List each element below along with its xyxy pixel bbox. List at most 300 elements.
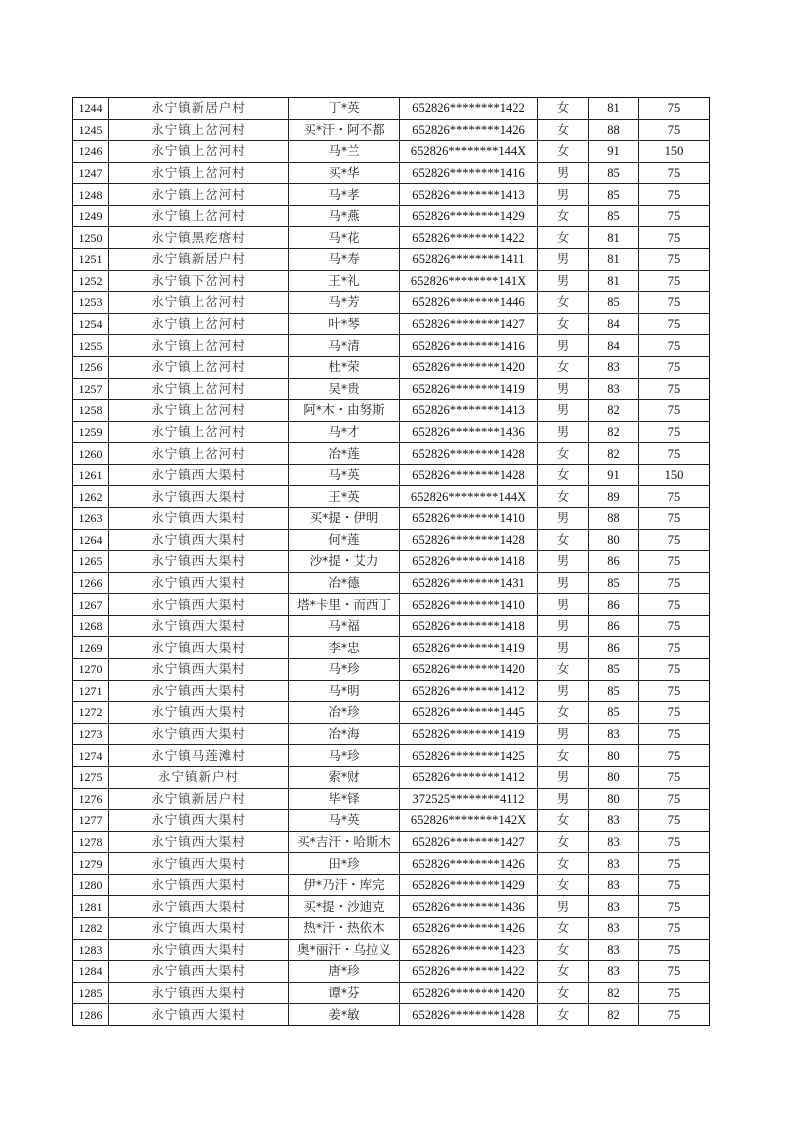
amount-cell: 75 — [639, 874, 710, 896]
amount-cell: 75 — [639, 637, 710, 659]
gender-cell: 女 — [538, 702, 589, 724]
gender-cell: 男 — [538, 335, 589, 357]
row-number: 1269 — [73, 637, 109, 659]
age-cell: 91 — [589, 141, 639, 163]
id-number-cell: 652826********1420 — [400, 659, 538, 681]
row-number: 1274 — [73, 745, 109, 767]
table-row — [73, 205, 710, 227]
row-number: 1254 — [73, 313, 109, 335]
table-row — [73, 335, 710, 357]
row-number: 1247 — [73, 162, 109, 184]
gender-cell: 女 — [538, 917, 589, 939]
table-row — [73, 896, 710, 918]
gender-cell: 男 — [538, 378, 589, 400]
name-cell: 热*汗・热依木 — [289, 917, 400, 939]
name-cell: 何*莲 — [289, 529, 400, 551]
amount-cell: 75 — [639, 766, 710, 788]
age-cell: 83 — [589, 896, 639, 918]
gender-cell: 男 — [538, 162, 589, 184]
name-cell: 伊*乃汗・库完 — [289, 874, 400, 896]
id-number-cell: 652826********1419 — [400, 637, 538, 659]
amount-cell: 75 — [639, 702, 710, 724]
amount-cell: 75 — [639, 831, 710, 853]
row-number: 1284 — [73, 961, 109, 983]
amount-cell: 75 — [639, 572, 710, 594]
row-number: 1259 — [73, 421, 109, 443]
name-cell: 田*珍 — [289, 853, 400, 875]
name-cell: 马*福 — [289, 615, 400, 637]
id-number-cell: 652826********1413 — [400, 400, 538, 422]
name-cell: 买*吉汗・哈斯木 — [289, 831, 400, 853]
id-number-cell: 652826********1436 — [400, 896, 538, 918]
age-cell: 83 — [589, 378, 639, 400]
roster-table — [72, 97, 710, 1026]
name-cell: 丁*英 — [289, 98, 400, 120]
name-cell: 马*明 — [289, 680, 400, 702]
age-cell: 82 — [589, 421, 639, 443]
id-number-cell: 652826********1422 — [400, 961, 538, 983]
row-number: 1258 — [73, 400, 109, 422]
gender-cell: 男 — [538, 184, 589, 206]
name-cell: 马*珍 — [289, 659, 400, 681]
id-number-cell: 652826********141X — [400, 270, 538, 292]
table-row — [73, 529, 710, 551]
row-number: 1264 — [73, 529, 109, 551]
id-number-cell: 652826********1416 — [400, 335, 538, 357]
table-row — [73, 637, 710, 659]
age-cell: 85 — [589, 702, 639, 724]
gender-cell: 女 — [538, 464, 589, 486]
id-number-cell: 652826********1446 — [400, 292, 538, 314]
name-cell: 李*忠 — [289, 637, 400, 659]
row-number: 1279 — [73, 853, 109, 875]
village-cell: 永宁镇西大渠村 — [109, 680, 289, 702]
row-number: 1252 — [73, 270, 109, 292]
gender-cell: 女 — [538, 119, 589, 141]
row-number: 1266 — [73, 572, 109, 594]
id-number-cell: 652826********1419 — [400, 378, 538, 400]
village-cell: 永宁镇西大渠村 — [109, 853, 289, 875]
gender-cell: 女 — [538, 486, 589, 508]
gender-cell: 男 — [538, 249, 589, 271]
gender-cell: 女 — [538, 745, 589, 767]
id-number-cell: 652826********1410 — [400, 594, 538, 616]
id-number-cell: 652826********1427 — [400, 831, 538, 853]
table-row — [73, 853, 710, 875]
village-cell: 永宁镇西大渠村 — [109, 939, 289, 961]
gender-cell: 女 — [538, 659, 589, 681]
village-cell: 永宁镇上岔河村 — [109, 421, 289, 443]
gender-cell: 女 — [538, 939, 589, 961]
row-number: 1273 — [73, 723, 109, 745]
name-cell: 马*孝 — [289, 184, 400, 206]
table-row — [73, 917, 710, 939]
name-cell: 阿*木・由努斯 — [289, 400, 400, 422]
id-number-cell: 652826********1426 — [400, 119, 538, 141]
amount-cell: 75 — [639, 961, 710, 983]
table-row — [73, 141, 710, 163]
gender-cell: 女 — [538, 982, 589, 1004]
age-cell: 82 — [589, 982, 639, 1004]
name-cell: 杜*荣 — [289, 356, 400, 378]
age-cell: 82 — [589, 1004, 639, 1026]
amount-cell: 75 — [639, 400, 710, 422]
table-row — [73, 594, 710, 616]
gender-cell: 男 — [538, 788, 589, 810]
age-cell: 85 — [589, 205, 639, 227]
age-cell: 84 — [589, 313, 639, 335]
age-cell: 83 — [589, 874, 639, 896]
age-cell: 83 — [589, 723, 639, 745]
amount-cell: 75 — [639, 982, 710, 1004]
age-cell: 86 — [589, 637, 639, 659]
village-cell: 永宁镇新居户村 — [109, 788, 289, 810]
row-number: 1263 — [73, 507, 109, 529]
village-cell: 永宁镇下岔河村 — [109, 270, 289, 292]
id-number-cell: 652826********1428 — [400, 443, 538, 465]
row-number: 1253 — [73, 292, 109, 314]
age-cell: 88 — [589, 507, 639, 529]
age-cell: 80 — [589, 529, 639, 551]
name-cell: 买*提・伊明 — [289, 507, 400, 529]
gender-cell: 男 — [538, 723, 589, 745]
amount-cell: 75 — [639, 529, 710, 551]
village-cell: 永宁镇西大渠村 — [109, 486, 289, 508]
amount-cell: 75 — [639, 659, 710, 681]
gender-cell: 女 — [538, 961, 589, 983]
age-cell: 86 — [589, 551, 639, 573]
amount-cell: 75 — [639, 443, 710, 465]
amount-cell: 75 — [639, 853, 710, 875]
gender-cell: 女 — [538, 205, 589, 227]
amount-cell: 75 — [639, 356, 710, 378]
amount-cell: 75 — [639, 615, 710, 637]
name-cell: 冶*德 — [289, 572, 400, 594]
gender-cell: 男 — [538, 421, 589, 443]
age-cell: 83 — [589, 917, 639, 939]
id-number-cell: 652826********1420 — [400, 982, 538, 1004]
village-cell: 永宁镇上岔河村 — [109, 119, 289, 141]
row-number: 1246 — [73, 141, 109, 163]
gender-cell: 女 — [538, 356, 589, 378]
name-cell: 索*财 — [289, 766, 400, 788]
table-row — [73, 810, 710, 832]
table-row — [73, 615, 710, 637]
gender-cell: 男 — [538, 896, 589, 918]
village-cell: 永宁镇新居户村 — [109, 98, 289, 120]
table-row — [73, 723, 710, 745]
amount-cell: 75 — [639, 745, 710, 767]
name-cell: 唐*珍 — [289, 961, 400, 983]
roster-body — [73, 98, 710, 1026]
name-cell: 奥*丽汗・乌拉义 — [289, 939, 400, 961]
table-row — [73, 421, 710, 443]
name-cell: 马*珍 — [289, 745, 400, 767]
age-cell: 81 — [589, 227, 639, 249]
age-cell: 84 — [589, 335, 639, 357]
table-row — [73, 702, 710, 724]
gender-cell: 女 — [538, 529, 589, 551]
name-cell: 王*英 — [289, 486, 400, 508]
row-number: 1271 — [73, 680, 109, 702]
amount-cell: 75 — [639, 788, 710, 810]
id-number-cell: 652826********1413 — [400, 184, 538, 206]
amount-cell: 75 — [639, 162, 710, 184]
name-cell: 马*清 — [289, 335, 400, 357]
age-cell: 88 — [589, 119, 639, 141]
id-number-cell: 652826********1410 — [400, 507, 538, 529]
village-cell: 永宁镇西大渠村 — [109, 982, 289, 1004]
village-cell: 永宁镇西大渠村 — [109, 659, 289, 681]
row-number: 1250 — [73, 227, 109, 249]
gender-cell: 男 — [538, 572, 589, 594]
table-row — [73, 572, 710, 594]
id-number-cell: 652826********1426 — [400, 853, 538, 875]
id-number-cell: 652826********1412 — [400, 680, 538, 702]
name-cell: 买*华 — [289, 162, 400, 184]
name-cell: 马*芳 — [289, 292, 400, 314]
village-cell: 永宁镇西大渠村 — [109, 723, 289, 745]
age-cell: 83 — [589, 939, 639, 961]
gender-cell: 女 — [538, 98, 589, 120]
amount-cell: 75 — [639, 551, 710, 573]
id-number-cell: 652826********1422 — [400, 227, 538, 249]
age-cell: 85 — [589, 162, 639, 184]
age-cell: 83 — [589, 356, 639, 378]
amount-cell: 75 — [639, 507, 710, 529]
village-cell: 永宁镇西大渠村 — [109, 637, 289, 659]
age-cell: 82 — [589, 443, 639, 465]
row-number: 1278 — [73, 831, 109, 853]
age-cell: 83 — [589, 961, 639, 983]
amount-cell: 75 — [639, 184, 710, 206]
age-cell: 80 — [589, 766, 639, 788]
village-cell: 永宁镇西大渠村 — [109, 961, 289, 983]
village-cell: 永宁镇上岔河村 — [109, 356, 289, 378]
village-cell: 永宁镇西大渠村 — [109, 594, 289, 616]
village-cell: 永宁镇上岔河村 — [109, 184, 289, 206]
amount-cell: 75 — [639, 227, 710, 249]
village-cell: 永宁镇西大渠村 — [109, 464, 289, 486]
id-number-cell: 652826********1418 — [400, 615, 538, 637]
name-cell: 王*礼 — [289, 270, 400, 292]
age-cell: 81 — [589, 98, 639, 120]
age-cell: 83 — [589, 831, 639, 853]
id-number-cell: 652826********144X — [400, 141, 538, 163]
village-cell: 永宁镇上岔河村 — [109, 400, 289, 422]
gender-cell: 女 — [538, 1004, 589, 1026]
name-cell: 马*花 — [289, 227, 400, 249]
name-cell: 毕*铎 — [289, 788, 400, 810]
amount-cell: 75 — [639, 98, 710, 120]
village-cell: 永宁镇上岔河村 — [109, 292, 289, 314]
id-number-cell: 652826********1427 — [400, 313, 538, 335]
village-cell: 永宁镇西大渠村 — [109, 810, 289, 832]
village-cell: 永宁镇新户村 — [109, 766, 289, 788]
id-number-cell: 652826********1418 — [400, 551, 538, 573]
table-row — [73, 119, 710, 141]
gender-cell: 女 — [538, 292, 589, 314]
table-row — [73, 961, 710, 983]
amount-cell: 75 — [639, 249, 710, 271]
row-number: 1261 — [73, 464, 109, 486]
gender-cell: 女 — [538, 831, 589, 853]
table-row — [73, 270, 710, 292]
amount-cell: 75 — [639, 680, 710, 702]
age-cell: 83 — [589, 853, 639, 875]
name-cell: 姜*敏 — [289, 1004, 400, 1026]
row-number: 1280 — [73, 874, 109, 896]
table-row — [73, 507, 710, 529]
table-row — [73, 659, 710, 681]
village-cell: 永宁镇西大渠村 — [109, 529, 289, 551]
row-number: 1285 — [73, 982, 109, 1004]
id-number-cell: 652826********1412 — [400, 766, 538, 788]
id-number-cell: 652826********1428 — [400, 529, 538, 551]
name-cell: 马*英 — [289, 464, 400, 486]
amount-cell: 75 — [639, 335, 710, 357]
village-cell: 永宁镇西大渠村 — [109, 507, 289, 529]
age-cell: 86 — [589, 594, 639, 616]
table-row — [73, 184, 710, 206]
id-number-cell: 652826********144X — [400, 486, 538, 508]
row-number: 1265 — [73, 551, 109, 573]
amount-cell: 150 — [639, 464, 710, 486]
village-cell: 永宁镇西大渠村 — [109, 874, 289, 896]
table-row — [73, 874, 710, 896]
table-row — [73, 227, 710, 249]
row-number: 1248 — [73, 184, 109, 206]
row-number: 1251 — [73, 249, 109, 271]
age-cell: 89 — [589, 486, 639, 508]
village-cell: 永宁镇上岔河村 — [109, 335, 289, 357]
amount-cell: 75 — [639, 896, 710, 918]
age-cell: 81 — [589, 270, 639, 292]
age-cell: 80 — [589, 745, 639, 767]
gender-cell: 男 — [538, 400, 589, 422]
id-number-cell: 652826********1423 — [400, 939, 538, 961]
age-cell: 83 — [589, 810, 639, 832]
table-row — [73, 788, 710, 810]
name-cell: 塔*卡里・而西丁 — [289, 594, 400, 616]
name-cell: 买*汗・阿不都 — [289, 119, 400, 141]
id-number-cell: 652826********142X — [400, 810, 538, 832]
id-number-cell: 652826********1436 — [400, 421, 538, 443]
village-cell: 永宁镇上岔河村 — [109, 141, 289, 163]
row-number: 1257 — [73, 378, 109, 400]
village-cell: 永宁镇西大渠村 — [109, 572, 289, 594]
name-cell: 马*才 — [289, 421, 400, 443]
gender-cell: 女 — [538, 141, 589, 163]
age-cell: 81 — [589, 249, 639, 271]
village-cell: 永宁镇上岔河村 — [109, 205, 289, 227]
row-number: 1262 — [73, 486, 109, 508]
amount-cell: 75 — [639, 810, 710, 832]
table-row — [73, 292, 710, 314]
id-number-cell: 652826********1428 — [400, 1004, 538, 1026]
gender-cell: 女 — [538, 874, 589, 896]
village-cell: 永宁镇黑疙瘩村 — [109, 227, 289, 249]
row-number: 1249 — [73, 205, 109, 227]
gender-cell: 男 — [538, 551, 589, 573]
row-number: 1272 — [73, 702, 109, 724]
amount-cell: 75 — [639, 1004, 710, 1026]
village-cell: 永宁镇西大渠村 — [109, 1004, 289, 1026]
amount-cell: 75 — [639, 939, 710, 961]
gender-cell: 男 — [538, 766, 589, 788]
amount-cell: 75 — [639, 205, 710, 227]
table-row — [73, 551, 710, 573]
row-number: 1244 — [73, 98, 109, 120]
id-number-cell: 652826********1419 — [400, 723, 538, 745]
gender-cell: 男 — [538, 594, 589, 616]
age-cell: 85 — [589, 680, 639, 702]
amount-cell: 150 — [639, 141, 710, 163]
row-number: 1277 — [73, 810, 109, 832]
gender-cell: 女 — [538, 853, 589, 875]
age-cell: 80 — [589, 788, 639, 810]
name-cell: 吴*贵 — [289, 378, 400, 400]
id-number-cell: 652826********1416 — [400, 162, 538, 184]
village-cell: 永宁镇上岔河村 — [109, 313, 289, 335]
name-cell: 马*寿 — [289, 249, 400, 271]
row-number: 1255 — [73, 335, 109, 357]
amount-cell: 75 — [639, 421, 710, 443]
row-number: 1276 — [73, 788, 109, 810]
row-number: 1245 — [73, 119, 109, 141]
gender-cell: 女 — [538, 227, 589, 249]
id-number-cell: 652826********1429 — [400, 874, 538, 896]
gender-cell: 女 — [538, 443, 589, 465]
village-cell: 永宁镇西大渠村 — [109, 615, 289, 637]
amount-cell: 75 — [639, 594, 710, 616]
name-cell: 冶*珍 — [289, 702, 400, 724]
amount-cell: 75 — [639, 313, 710, 335]
table-row — [73, 464, 710, 486]
amount-cell: 75 — [639, 292, 710, 314]
name-cell: 买*提・沙迪克 — [289, 896, 400, 918]
row-number: 1275 — [73, 766, 109, 788]
gender-cell: 男 — [538, 615, 589, 637]
id-number-cell: 652826********1431 — [400, 572, 538, 594]
village-cell: 永宁镇西大渠村 — [109, 702, 289, 724]
id-number-cell: 652826********1445 — [400, 702, 538, 724]
table-row — [73, 98, 710, 120]
amount-cell: 75 — [639, 378, 710, 400]
name-cell: 马*兰 — [289, 141, 400, 163]
id-number-cell: 652826********1422 — [400, 98, 538, 120]
village-cell: 永宁镇上岔河村 — [109, 378, 289, 400]
gender-cell: 男 — [538, 507, 589, 529]
age-cell: 91 — [589, 464, 639, 486]
age-cell: 85 — [589, 572, 639, 594]
table-row — [73, 162, 710, 184]
name-cell: 马*燕 — [289, 205, 400, 227]
row-number: 1270 — [73, 659, 109, 681]
table-row — [73, 249, 710, 271]
row-number: 1286 — [73, 1004, 109, 1026]
gender-cell: 男 — [538, 637, 589, 659]
age-cell: 85 — [589, 292, 639, 314]
name-cell: 冶*海 — [289, 723, 400, 745]
table-row — [73, 680, 710, 702]
village-cell: 永宁镇西大渠村 — [109, 831, 289, 853]
age-cell: 86 — [589, 615, 639, 637]
row-number: 1283 — [73, 939, 109, 961]
name-cell: 马*英 — [289, 810, 400, 832]
gender-cell: 女 — [538, 313, 589, 335]
age-cell: 82 — [589, 400, 639, 422]
